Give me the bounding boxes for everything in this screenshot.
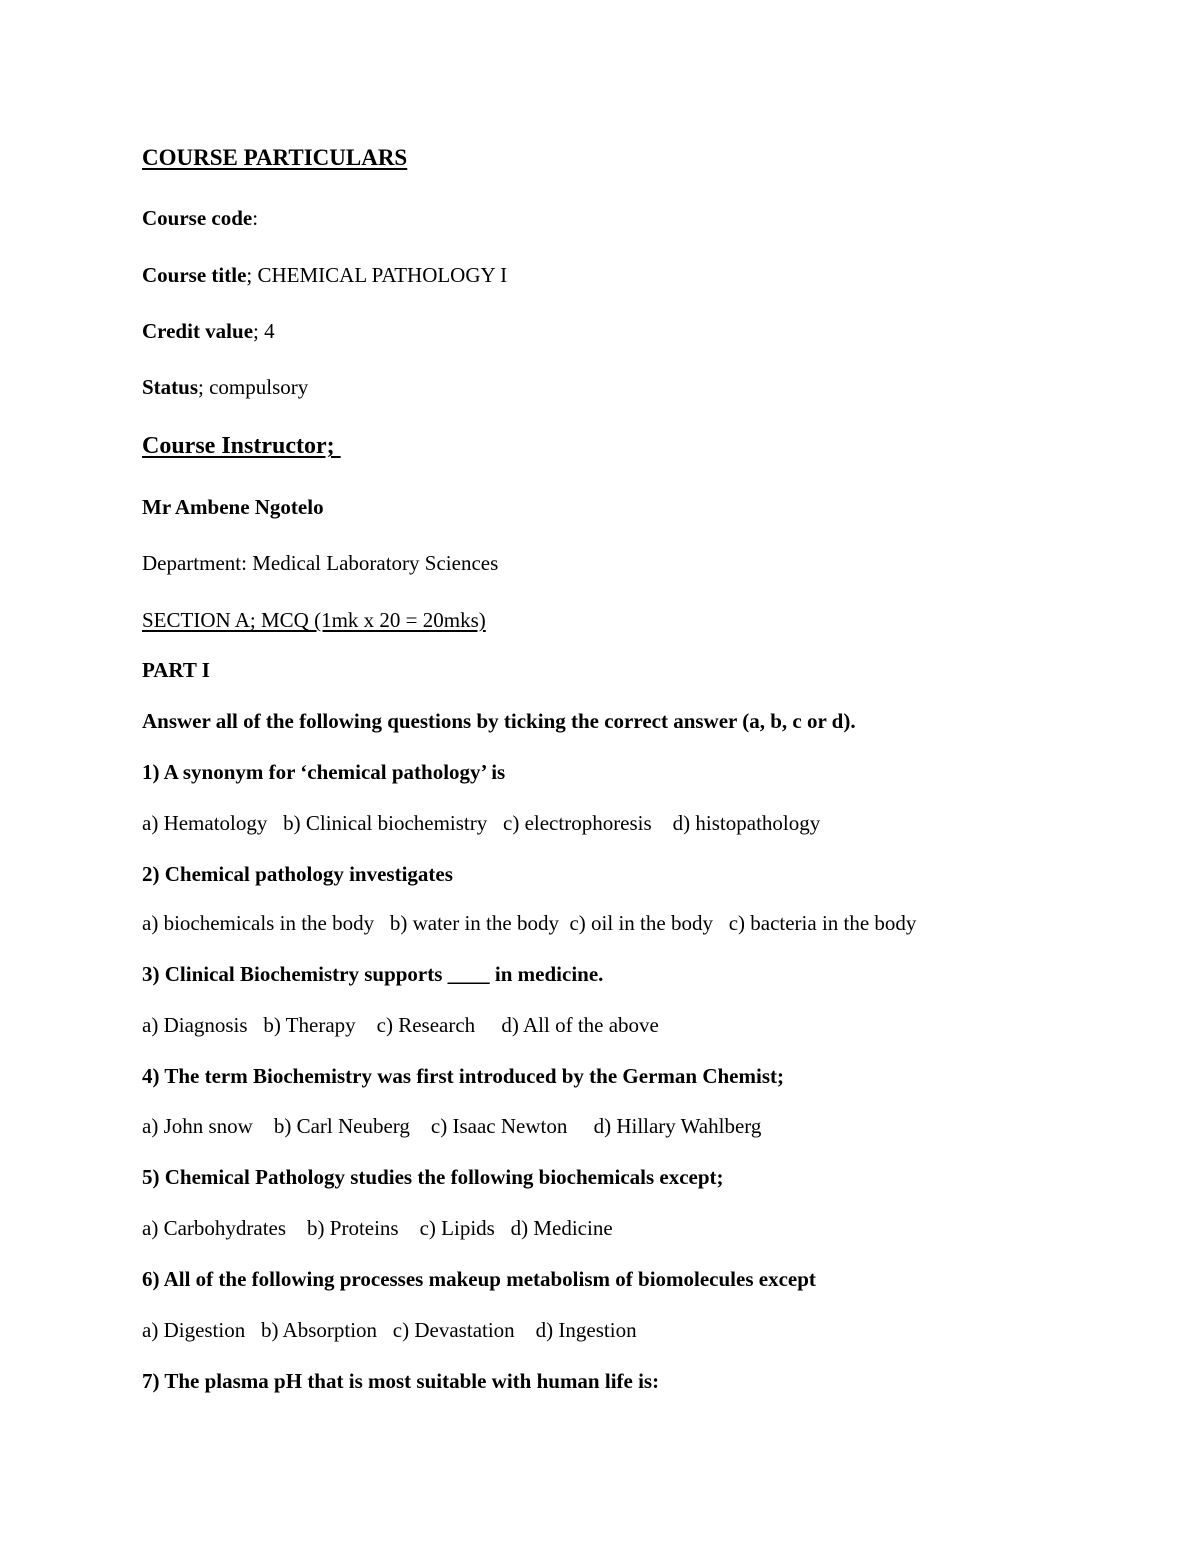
instructions: Answer all of the following questions by ticking the correct answer (a, b, c or d). xyxy=(142,709,856,733)
question-1: 1) A synonym for ‘chemical pathology’ is xyxy=(142,760,506,784)
question-4: 4) The term Biochemistry was first introduced by the German Chemist; xyxy=(142,1064,784,1088)
instructor-department: Department: Medical Laboratory Sciences xyxy=(142,551,499,575)
status-label: Status xyxy=(142,375,199,399)
course-code-label: Course code xyxy=(142,206,253,230)
question-5-options: a) Carbohydrates b) Proteins c) Lipids d) Medicine xyxy=(142,1216,613,1240)
credit-value-row xyxy=(142,318,275,344)
question-2: 2) Chemical pathology investigates xyxy=(142,862,453,886)
question-2-options: a) biochemicals in the body b) water in the body c) oil in the body c) bacteria in the body xyxy=(142,911,917,935)
question-3-options: a) Diagnosis b) Therapy c) Research d) All of the above xyxy=(142,1013,659,1037)
question-6-options: a) Digestion b) Absorption c) Devastation d) Ingestion xyxy=(142,1318,637,1342)
course-code-row xyxy=(142,205,258,231)
question-3: 3) Clinical Biochemistry supports ____ in medicine. xyxy=(142,962,604,986)
course-title-label: Course title xyxy=(142,263,247,287)
part-heading: PART I xyxy=(142,658,210,682)
course-title-row xyxy=(142,262,507,288)
page-title: COURSE PARTICULARS xyxy=(142,145,408,170)
instructor-name: Mr Ambene Ngotelo xyxy=(142,495,324,519)
question-5: 5) Chemical Pathology studies the following biochemicals except; xyxy=(142,1165,724,1189)
document-page xyxy=(142,0,1142,1553)
question-4-options: a) John snow b) Carl Neuberg c) Isaac Newton d) Hillary Wahlberg xyxy=(142,1114,762,1138)
question-7: 7) The plasma pH that is most suitable with human life is: xyxy=(142,1369,660,1393)
status-row xyxy=(142,374,308,400)
course-code-separator: : xyxy=(252,206,259,230)
credit-value-value: ; 4 xyxy=(253,319,275,343)
course-title-value: ; CHEMICAL PATHOLOGY I xyxy=(246,263,508,287)
instructor-heading: Course Instructor; xyxy=(142,433,341,459)
credit-value-label: Credit value xyxy=(142,319,254,343)
section-heading: SECTION A; MCQ (1mk x 20 = 20mks) xyxy=(142,608,486,632)
question-1-options: a) Hematology b) Clinical biochemistry c) electrophoresis d) histopathology xyxy=(142,811,821,835)
question-6: 6) All of the following processes makeup metabolism of biomolecules except xyxy=(142,1267,816,1291)
status-value: ; compulsory xyxy=(198,375,309,399)
